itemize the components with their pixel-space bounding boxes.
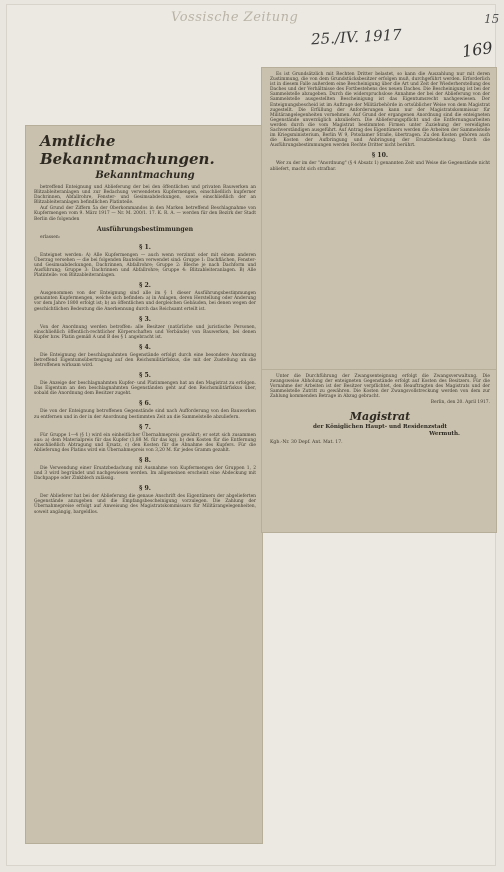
regulations-subhead: Ausführungsbestimmungen: [96, 225, 194, 233]
paragraph-text: Die Anzeige der beschlagnahmten Kupfer- und Platinmengen hat an den Magistrat zu erfolgen. Das Eigentum an den beschlagnahmten Gegenständen geht auf den Reichsmilitärfiskus über, sobald die Anordnung dem Besitzer zugeht.: [34, 381, 256, 397]
handwritten-page-number: 169: [460, 37, 494, 62]
signature-title: Magistrat: [349, 409, 411, 423]
paragraph-text: Unter die Durchführung der Zwangsenteignung erfolgt die Zwangsverwaltung. Die zwangsweise Abholung der enteigneten Gegenstände erfolgt auf Kosten des Besitzers. Für die Vornahme der Arbeiten ist der Besitzer verpflichtet, den Beauftragten des Magistrats und der Sammelstelle Zutritt zu gewähren. Die Kosten der Zwangsvollstreckung werden von dem zur Zahlung kommenden Betrage in Abzug gebracht.: [270, 374, 490, 400]
paragraph-number: § 3.: [139, 315, 151, 323]
signature-subtitle: der Königlichen Haupt- und Residenzstadt: [312, 423, 447, 430]
notice-intro: betreffend Enteignung und Ablieferung der bei den öffentlichen und privaten Bauwerken an Blitzableiteranlagen und zur Bedachung verwendeten Kupfermengen, einschließlich kupferner Dachrinnen, Abfallrohre, Fenster- und Gesimsabdeckungen, sowie einschließlich der an Blitzableiteranlagen befindlichen Platinteile.: [34, 185, 256, 206]
paragraph-number: § 2.: [139, 282, 151, 290]
right-bottom-newspaper-clipping: [262, 370, 496, 532]
paragraph-number: § 4.: [139, 343, 151, 351]
paragraph-number: § 6.: [139, 400, 151, 408]
paragraph-number: § 8.: [139, 457, 151, 464]
paragraph-number: § 1.: [139, 243, 151, 251]
paragraph-text: Die Enteignung der beschlagnahmten Gegenstände erfolgt durch eine besondere Anordnung betreffend Eigentumsübertragung auf den Reichsmilitärfiskus, die mit der Zustellung an die Betroffenen wirksam wird.: [34, 352, 256, 369]
paragraph-text: Die von der Enteignung betroffenen Gegenstände sind nach Aufforderung von den Bauwerken zu entfernen und in der in der Anordnung bestimmten Zeit an die Sammelstelle abzuliefern.: [34, 409, 256, 420]
paragraph-number: § 9.: [139, 485, 151, 493]
paragraph-text: Von der Anordnung werden betroffen: alle Besitzer (natürliche und juristische Personen, einschließlich öffentlich-rechtlicher Körperschaften und Verbände) von Bauwerken, bei denen Kupfer bzw. Platin gemäß A und B des § 1 angebracht ist.: [34, 324, 256, 340]
left-newspaper-clipping: [26, 126, 262, 843]
place-date: Berlin, den 20. April 1917.: [430, 400, 490, 406]
paragraph-text: Für Gruppe 1—4 (§ 1) wird ein einheitlicher Übernahmepreis gewährt; er setzt sich zusammen aus: a) dem Materialpreis für das Kupfer (1,88 M. für das kg), b) den Kosten für die Entfernung einschließlich Abtragung und Ersatz, c) den Kosten für die Abnahme des Kupfers. Für die Ablieferung des Platins wird ein Übernahmepreis von 3,20 M. für jedes Gramm gezahlt.: [34, 432, 256, 453]
right-top-newspaper-clipping: [262, 68, 496, 370]
handwritten-date: 25./IV. 1917: [310, 25, 403, 49]
newspaper-masthead: Vossische Zeitung: [171, 10, 299, 25]
pressmark: Kgb.-Nr. 30 Depf. Ant. Mat. 17.: [270, 439, 343, 445]
signature-name: Wermuth.: [429, 430, 460, 437]
handwritten-corner-number: 15: [484, 12, 500, 26]
paragraph-number: § 7.: [139, 423, 151, 431]
regulations-subhead-after: erlassen:: [40, 234, 61, 240]
paragraph-text: Enteignet werden: A) Alle Kupfermengen — auch wenn verzinnt oder mit einem anderen Überzug versehen — die bei folgenden Bauteilen verwendet sind: Gruppe 1: Dachflächen, Fenster- und Gesimsabdeckungen, Dachrinnen, Abfallrohre; Gruppe 2: Bleche je nach Dachform und Ausführung; Gruppe 3: Dachrinnen und Abfallrohre; Gruppe 4: Blitzableiteranlagen. B) Alle Platinteile: von Blitzableiteranlagen.: [34, 252, 256, 279]
paragraph-text: Ausgenommen von der Enteignung sind alle im § 1 dieser Ausführungsbestimmungen genannten Kupfermengen, welche sich befinden: a) in Anlagen, deren Herstellung oder Änderung vor dem Jahre 1800 erfolgt ist; b) an öffentlichen und dergleichen Gebäuden, bei denen wegen der geschichtlichen Bedeutung die Anerkennung durch das Reichsamt erteilt ist.: [34, 291, 256, 312]
paragraph-number: § 5.: [139, 372, 151, 380]
paragraph-text: Es ist Grundsätzlich mit Rechten Dritter belastet, so kann die Auszahlung nur mit deren Zustimmung, die von dem Grundstücksbesitzer erfolgen muß, durchgeführt werden. Erforderlich ist in diesem Falle außerdem eine Bescheinigung über die Art und Zeit der Wiederherstellung des Daches und der Verhältnisse des Fortbestehens des neuen Daches. Die Bescheinigung ist bei der Sammelstelle abzugeben. Durch die widerspruchslose Annahme der bei der Ablieferung von der Sammelstelle ausgestellten Bescheinigung ist das Eigentumsrecht nachgewiesen. Der Enteignungsbescheid ist im Auftrage der Militärbehörde in ortsüblicher Weise von dem Magistrat zugestellt. Die Erfüllung der Anforderungen kann nur der Magistratskommissar für Militärangelegenheiten vornehmen. Auf Grund der ergangenen Anordnung sind die enteigneten Gegenstände unverzüglich abzuliefern. Die Ablieferungspflicht und die Entfernungsarbeiten werden durch die vom Magistrat bestimmten Firmen unter Zuziehung der vereidigten Sachverständigen ausgeführt. Auf Antrag des Eigentümers werden die Arbeiten der Sammelstelle im Kriegsministerium, Berlin W 9, Potsdamer Straße, übertragen. Zu den Kosten gehören auch die Kosten der Aufbringung und Anbringung der Ersatzbedachung. Durch die Ausführungsbestimmungen werden Rechte Dritter nicht berührt.: [270, 72, 490, 149]
paragraph-number: § 10.: [371, 152, 389, 160]
paragraph-text: Der Ablieferer hat bei der Ablieferung die genaue Anschrift des Eigentümers der abgelieferten Gegenstände anzugeben und die Empfangsbescheinigung vorzulegen. Die Zahlung der Übernahmepreise erfolgt auf Anweisung des Magistratskommissars für Militärangelegenheiten, soweit angängig, bargeldlos.: [34, 494, 256, 515]
notice-title: Bekanntmachung: [95, 170, 195, 181]
section-title: Amtliche Bekanntmachungen.: [40, 132, 215, 168]
paragraph-text: Die Verwendung einer Ersatzbedachung mit Ausnahme von Kupfermengen der Gruppen 1, 2 und 3 wird begründet und nachgewiesen werden. Im allgemeinen erscheint eine Abdeckung mit Dachpappe oder Zinkblech zulässig.: [34, 466, 256, 482]
notice-intro-2: Auf Grund der Ziffern 5a der Oberkommandos in den Marken betreffend Beschlagnahme von Kupfermengen vom 9. März 1917 — Nr. M. 200/1. 17. K. R. A. — werden für den Bezirk der Stadt Berlin die folgenden: [34, 206, 256, 222]
paragraph-text: Wer zu der im der "Anordnung" (§ 4 Absatz 1) genannten Zeit und Weise die Gegenstände nicht abliefert, macht sich strafbar.: [270, 161, 490, 172]
